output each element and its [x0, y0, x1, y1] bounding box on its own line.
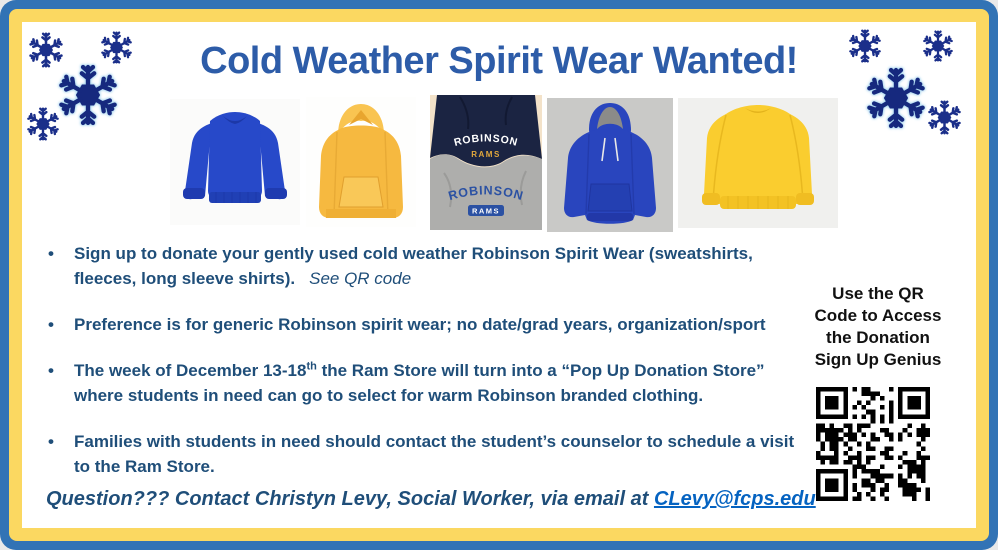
robinson-top-text: ROBINSON [452, 132, 520, 149]
contact-text: Question??? Contact Christyn Levy, Social Worker, via email at [46, 488, 654, 510]
bullet-families-text: Families with students in need should contact the student’s counselor to schedule a visit to the Ram Store. [74, 432, 795, 476]
ordinal-suffix: th [306, 360, 317, 373]
photo-robinson-rams-sweatshirts [430, 95, 542, 230]
photo-yellow-crewneck-sweatshirt [678, 98, 838, 228]
snowflake-icon [26, 107, 60, 141]
bullet-families [42, 429, 800, 479]
photo-blue-crewneck-sweatshirt [170, 99, 300, 225]
rams-bottom-text: RAMS [471, 206, 501, 216]
bullet-list [42, 241, 800, 500]
page-title: Cold Weather Spirit Wear Wanted! [200, 40, 798, 82]
bullet-preference [42, 312, 800, 337]
email-link[interactable]: CLevy@fcps.edu [653, 488, 816, 510]
bullet-signup-text: Sign up to donate your gently used cold weather Robinson Spirit Wear (sweatshirts, fleeces, long sleeve shirts). [74, 244, 753, 288]
photo-yellow-hoodie [306, 97, 416, 227]
snowflake-icon [927, 100, 962, 135]
robinson-bottom-text: ROBINSON [446, 183, 526, 204]
qr-code [809, 380, 937, 508]
bullet-preference-text: Preference is for generic Robinson spirit wear; no date/grad years, organization/sport [74, 315, 766, 334]
rams-top-text: RAMS [471, 150, 501, 159]
contact-line [46, 488, 816, 511]
bullet-popup-store: • The week of December 13-18th the Ram Store will turn into a “Pop Up Donation Store” where students in need can go to select for warm Robinson branded clothing. [42, 358, 800, 408]
qr-caption: Use the QR Code to Access the Donation Sign Up Genius [814, 284, 942, 369]
photo-blue-hoodie [547, 98, 673, 232]
bullet-signup [42, 241, 800, 291]
yellow-frame [9, 9, 989, 541]
flyer-content [22, 22, 976, 528]
see-qr-note: See QR code [309, 269, 412, 288]
